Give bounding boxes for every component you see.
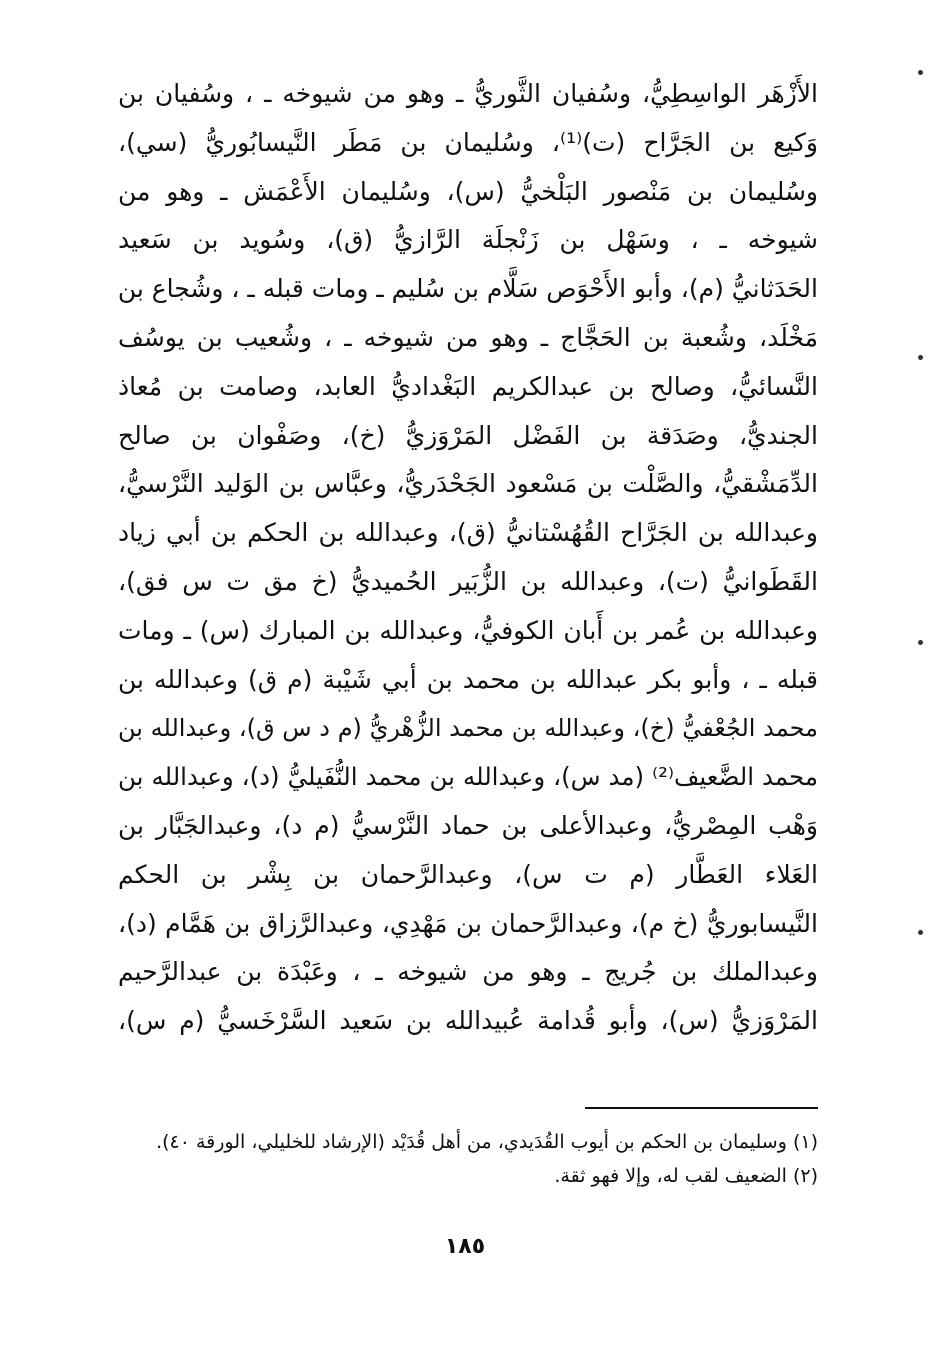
text-line: قبله ـ ، وأبو بكر عبدالله بن محمد بن أبي شَيْبة (م ق) وعبدالله بن — [118, 664, 818, 694]
text-line: وَكيع بن الجَرَّاح (ت)⁽¹⁾، وسُليمان بن مَطَر النَّيسابُوريُّ (سي)، — [118, 127, 818, 157]
text-line: الدِّمَشْقيُّ، والصَّلْت بن مَسْعود الجَحْدَريُّ، وعبَّاس بن الوَليد النَّرْسيُّ، — [118, 469, 818, 499]
text-line: النَّيسابوريُّ (خ م)، وعبدالرَّحمان بن مَهْدِي، وعبدالرَّزاق بن هَمَّام (د)، — [118, 908, 818, 938]
text-line: وعبدالملك بن جُريج ـ وهو من شيوخه ـ ، وعَبْدَة بن عبدالرَّحيم — [118, 957, 818, 987]
page-number: ١٨٥ — [444, 1234, 486, 1259]
margin-dot — [918, 355, 923, 360]
footnote-separator — [585, 1107, 818, 1109]
text-line: وسُليمان بن مَنْصور البَلْخيُّ (س)، وسُليمان الأَعْمَش ـ وهو من — [118, 176, 818, 206]
margin-dot — [918, 930, 923, 935]
text-line: وعبدالله بن عُمر بن أَبان الكوفيُّ، وعبدالله بن المبارك (س) ـ ومات — [118, 615, 818, 645]
text-line: الجنديُّ، وصَدَقة بن الفَضْل المَرْوَزيُّ (خ)، وصَفْوان بن صالح — [118, 420, 818, 450]
main-text-block — [118, 70, 818, 1046]
text-line: الحَدَثانيُّ (م)، وأبو الأَحْوَص سَلَّام بن سُليم ـ ومات قبله ـ ، وشُجاع بن — [118, 274, 818, 304]
text-line: مَخْلَد، وشُعبة بن الحَجَّاج ـ وهو من شيوخه ـ ، وشُعيب بن يوسُف — [118, 322, 818, 352]
text-line: محمد الجُعْفيُّ (خ)، وعبدالله بن محمد الزُّهْريُّ (م د س ق)، وعبدالله بن — [118, 714, 818, 743]
text-line: الأَزْهَر الواسِطِيُّ، وسُفيان الثَّوريُّ ـ وهو من شيوخه ـ ، وسُفيان بن — [118, 79, 818, 108]
footnote-1: (١) وسليمان بن الحكم بن أيوب القُدَيدي، من أهل قُدَيْد (الإرشاد للخليلي، الورقة ٤٠). — [156, 1131, 818, 1153]
footnotes — [118, 1125, 818, 1193]
footnote-2: (٢) الضعيف لقب له، وإلا فهو ثقة. — [554, 1165, 818, 1187]
text-line: العَلاء العَطَّار (م ت س)، وعبدالرَّحمان بن بِشْر بن الحكم — [118, 859, 818, 889]
text-line: القَطَوانيُّ (ت)، وعبدالله بن الزُّبَير الحُميديُّ (خ مق ت س فق)، — [118, 566, 818, 596]
margin-dot — [918, 640, 923, 645]
text-line: وَهْب المِصْريُّ، وعبدالأعلى بن حماد النَّرْسيُّ (م د)، وعبدالجَبَّار بن — [118, 810, 818, 840]
margin-dot — [918, 70, 923, 75]
text-line: النَّسائيُّ، وصالح بن عبدالكريم البَغْداديُّ العابد، وصامت بن مُعاذ — [118, 371, 818, 401]
text-line: المَرْوَزيُّ (س)، وأبو قُدامة عُبيدالله بن سَعيد السَّرْخَسيُّ (م س)، — [118, 1006, 818, 1036]
text-line: وعبدالله بن الجَرَّاح القُهُسْتانيُّ (ق)، وعبدالله بن الحكم بن أبي زياد — [118, 518, 818, 548]
text-line: محمد الضَّعيف⁽²⁾ (مد س)، وعبدالله بن محمد النُّفَيليُّ (د)، وعبدالله بن — [118, 762, 818, 792]
text-line: شيوخه ـ ، وسَهْل بن زَنْجلَة الرَّازيُّ (ق)، وسُويد بن سَعيد — [118, 225, 818, 255]
